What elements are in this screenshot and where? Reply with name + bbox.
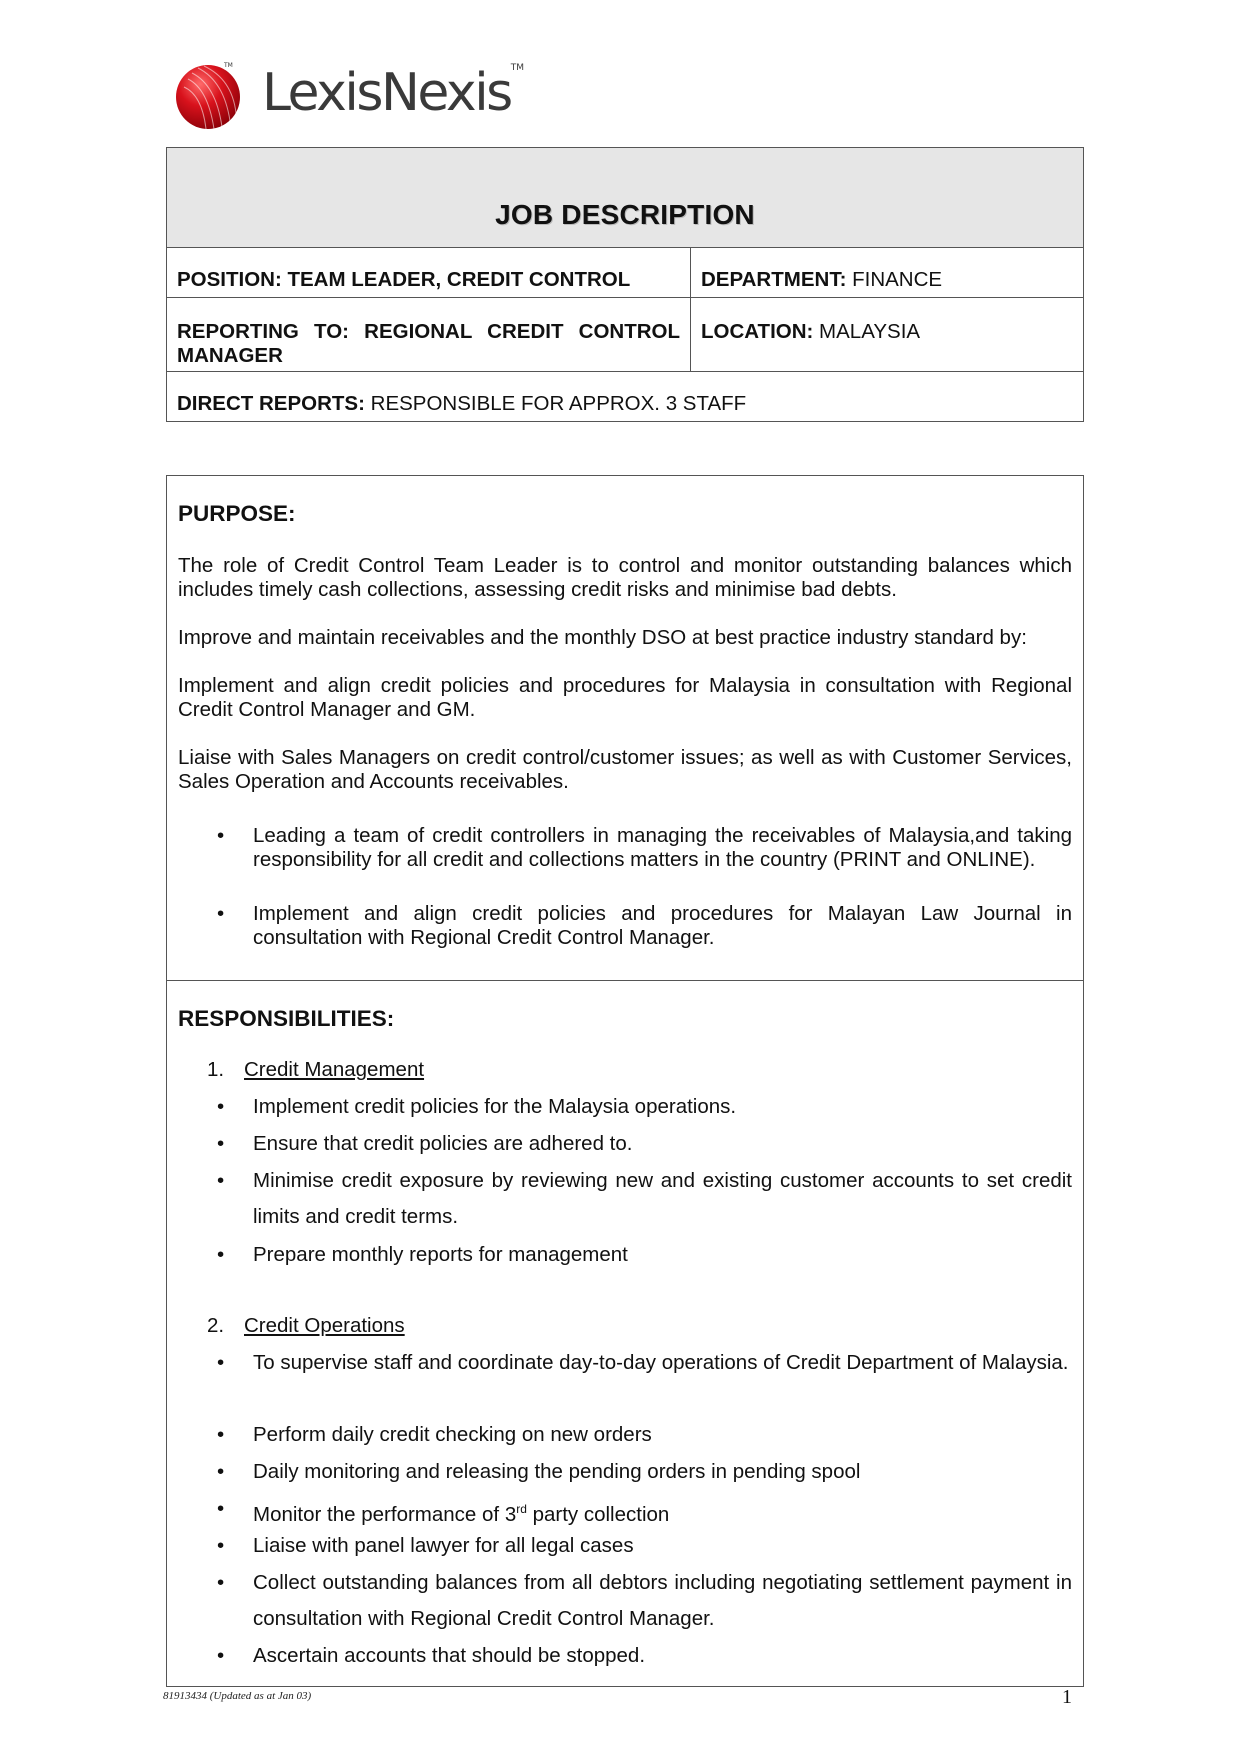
reporting-to-field: REPORTING TO: REGIONAL CREDIT CONTROL MANAGER [167,298,691,371]
purpose-paragraph: Liaise with Sales Managers on credit control/customer issues; as well as with Customer Services, Sales Operation and Accounts receivables. [178,746,1072,793]
location-field: LOCATION: MALAYSIA [701,320,921,343]
purpose-bullet: • Implement and align credit policies and procedures for Malayan Law Journal in consultation with Regional Credit Control Manager. [178,902,1072,950]
responsibility-item: • Daily monitoring and releasing the pending orders in pending spool [178,1460,1072,1484]
purpose-paragraph: The role of Credit Control Team Leader is to control and monitor outstanding balances which includes timely cash collections, assessing credit risks and minimise bad debts. [178,554,1072,601]
purpose-bullet: • Leading a team of credit controllers in managing the receivables of Malaysia,and taking responsibility for all credit and collections matters in the country (PRINT and ONLINE). [178,824,1072,872]
responsibility-group-title: 1. Credit Management [207,1058,425,1081]
logo-tm-left: TM [224,62,233,69]
lexisnexis-logo [174,56,524,136]
responsibility-item: • Implement credit policies for the Malaysia operations. [178,1095,1072,1119]
responsibility-item: • To supervise staff and coordinate day-to-day operations of Credit Department of Malaysia. [178,1345,1072,1381]
logo-wordmark: LexisNexis™ [262,63,525,123]
department-field: DEPARTMENT: FINANCE [701,268,943,291]
responsibility-item: • Ensure that credit policies are adhered to. [178,1132,1072,1156]
purpose-paragraph: Improve and maintain receivables and the monthly DSO at best practice industry standard by: [178,626,1027,649]
position-field: POSITION: TEAM LEADER, CREDIT CONTROL [167,248,691,297]
responsibility-item: • Liaise with panel lawyer for all legal cases [178,1534,1072,1558]
responsibility-item: • Perform daily credit checking on new orders [178,1423,1072,1447]
section-divider [167,980,1083,981]
responsibility-item: • Prepare monthly reports for management [178,1243,1072,1267]
responsibility-item: • Minimise credit exposure by reviewing new and existing customer accounts to set credit limits and credit terms. [178,1163,1072,1235]
responsibilities-heading: RESPONSIBILITIES: [178,1006,395,1031]
responsibility-item: • Collect outstanding balances from all debtors including negotiating settlement payment in consultation with Regional Credit Control Manager. [178,1565,1072,1637]
responsibility-item: • Monitor the performance of 3rd party collection [178,1497,1072,1527]
document-title: JOB DESCRIPTION [167,148,1083,248]
job-header-table [166,147,1084,422]
document-reference: 81913434 (Updated as at Jan 03) [163,1690,312,1702]
lexisnexis-sphere-icon [174,59,244,133]
direct-reports-field: DIRECT REPORTS: RESPONSIBLE FOR APPROX. 3 STAFF [177,392,747,415]
purpose-heading: PURPOSE: [178,501,296,526]
logo-tm-right: TM [510,63,525,73]
responsibility-item: • Ascertain accounts that should be stopped. [178,1644,1072,1668]
purpose-paragraph: Implement and align credit policies and procedures for Malaysia in consultation with Regional Credit Control Manager and GM. [178,674,1072,721]
page-number: 1 [1062,1686,1072,1708]
content-box [166,475,1084,1687]
responsibility-group-title: 2. Credit Operations [207,1314,405,1337]
